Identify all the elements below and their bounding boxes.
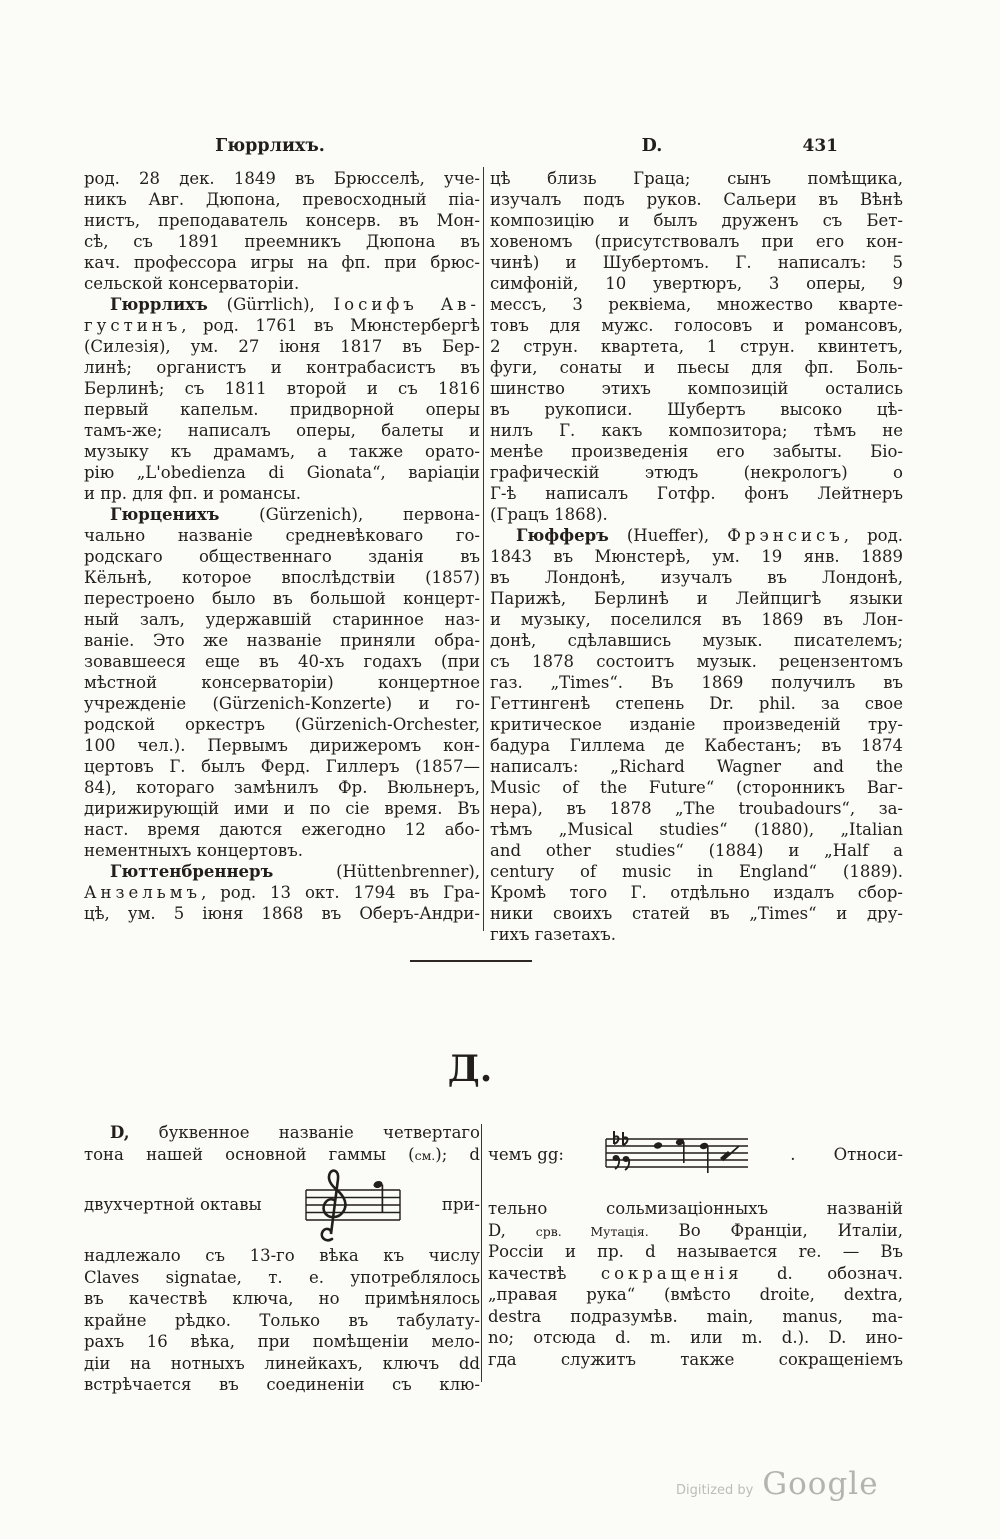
text-line: и музыку, поселился въ 1869 въ Лон- — [490, 610, 903, 629]
text-line: фуги, сонаты и пьесы для фп. Боль- — [490, 358, 903, 377]
text-line: изучалъ подъ руков. Сальери въ Вѣнѣ — [490, 190, 903, 209]
text-line: тамъ-же; написалъ оперы, балеты и — [84, 421, 480, 440]
text-line: надлежало съ 13-го вѣка къ числу — [84, 1246, 480, 1265]
text-line: 2 струн. квартета, 1 струн. квинтетъ, — [490, 337, 903, 356]
text-line: Music of the Future“ (сторонникъ Ваг- — [490, 778, 903, 797]
bottom-left-column — [84, 1122, 480, 1396]
text-line: качествѣ сокращенія d. обознач. — [488, 1263, 903, 1283]
text-line: донѣ, сдѣлавшись музык. писателемъ; — [490, 631, 903, 650]
text-line: Анзельмъ, род. 13 окт. 1794 въ Гра- — [84, 883, 480, 902]
text-line: написалъ: „Richard Wagner and the — [490, 757, 903, 776]
text-line: нера), въ 1878 „The troubadours“, за- — [490, 799, 903, 818]
text-line: товъ для мужс. голосовъ и романсовъ, — [490, 316, 903, 335]
text-line: рію „L'obedienza di Gionata“, варіаціи — [84, 463, 480, 482]
text-line: ники своихъ статей въ „Times“ и дру- — [490, 904, 903, 923]
paragraph — [84, 294, 480, 504]
text-line: бадура Гиллема де Кабестанъ; въ 1874 — [490, 736, 903, 755]
text-line: крайне рѣдко. Только въ табулату- — [84, 1310, 480, 1330]
text-line: ховеномъ (присутствовалъ при его кон- — [490, 232, 903, 251]
text-line: 1843 въ Мюнстерѣ, ум. 19 янв. 1889 — [490, 547, 903, 566]
text-line: Парижѣ, Берлинѣ и Лейпцигѣ языки — [490, 589, 903, 608]
text-line: въ рукописи. Шубертъ высоко цѣ- — [490, 400, 903, 419]
text-line: Геттингенѣ степень Dr. phil. за свое — [490, 694, 903, 713]
text-line: Гюррлихъ (Gürrlich), Іосифъ Ав- — [110, 295, 480, 314]
gg-clef-staff-icon — [602, 1129, 752, 1181]
text-line: густинъ, род. 1761 въ Мюнстербергѣ — [84, 316, 480, 335]
text-line: гда служитъ также сокращеніемъ — [488, 1349, 903, 1369]
text-line: century of music in England“ (1889). — [490, 862, 903, 881]
inline-music-example-row — [488, 1128, 903, 1182]
text-line: критическое изданіе произведеній тру- — [490, 715, 903, 734]
inline-music-example-row — [84, 1166, 480, 1244]
running-head-left: Гюррлихъ. — [215, 136, 325, 156]
text-line: сельской консерваторіи. — [84, 274, 300, 293]
paragraph — [84, 504, 480, 861]
music-row-pre-text: двухчертной октавы — [84, 1195, 262, 1215]
bottom-right-column — [488, 1128, 903, 1370]
text-line: род. 28 дек. 1849 въ Брюсселѣ, уче- — [84, 169, 480, 188]
text-line: no; отсюда d. m. или m. d.). D. ино- — [488, 1328, 903, 1347]
gg-clef-letters — [613, 1155, 630, 1170]
paragraph — [84, 1122, 480, 1165]
text-line: симфоній, 10 увертюръ, 3 оперы, 9 — [490, 274, 903, 293]
text-line: въ качествѣ ключа, но примѣнялось — [84, 1289, 480, 1308]
top-left-column — [84, 168, 480, 924]
text-line: музыку къ драмамъ, а также орато- — [84, 442, 480, 461]
column-rule-top — [483, 167, 484, 931]
text-line: сѣ, съ 1891 преемникъ Дюпона въ — [84, 232, 480, 251]
text-line: перестроено было въ большой концерт- — [84, 589, 480, 608]
paragraph — [490, 525, 903, 945]
text-line: Claves signatae, т. е. употреблялось — [84, 1267, 480, 1287]
top-right-column — [490, 168, 903, 945]
text-line: мѣстной консерваторіи) концертное — [84, 673, 480, 692]
google-logo: Google — [762, 1466, 879, 1502]
text-line: тона нашей основной гаммы (см.); d — [84, 1144, 480, 1164]
text-line: учрежденіе (Gürzenich-Konzerte) и го- — [84, 694, 480, 713]
text-line: родской оркестръ (Gürzenich-Orchester, — [84, 715, 480, 734]
text-line: (Силезія), ум. 27 іюня 1817 въ Бер- — [84, 337, 480, 356]
text-line: тельно сольмизаціонныхъ названій — [488, 1199, 903, 1218]
text-line: Кёльнѣ, которое впослѣдствіи (1857) — [84, 568, 480, 587]
text-line: и пр. для фп. и романсы. — [84, 484, 302, 503]
text-line: Гюфферъ (Hueffer), Фрэнсисъ, род. — [516, 526, 904, 545]
dd-clef-letters — [614, 1131, 628, 1145]
text-line: нементныхъ концертовъ. — [84, 841, 303, 860]
text-line: and other studies“ (1884) и „Half a — [490, 841, 903, 860]
running-head-letter: D. — [641, 136, 663, 156]
text-line: линѣ; органистъ и контрабасистъ въ — [84, 358, 480, 377]
text-line: Гюрценихъ (Gürzenich), первона- — [110, 505, 480, 524]
paragraph — [84, 168, 480, 294]
text-line: чинѣ) и Шубертомъ. Г. написалъ: 5 — [490, 253, 903, 272]
column-rule-bottom — [481, 1124, 482, 1382]
text-line: ваніе. Это же названіе приняли обра- — [84, 631, 480, 650]
page-number: 431 — [802, 136, 838, 156]
text-line: рахъ 16 вѣка, при помѣщеніи мело- — [84, 1332, 480, 1351]
text-line: первый капельм. придворной оперы — [84, 400, 480, 419]
text-line: діи на нотныхъ линейкахъ, ключъ dd — [84, 1353, 480, 1373]
text-line: D, срв. Мутація. Во Франціи, Италіи, — [488, 1220, 904, 1240]
text-line: Кромѣ того Г. отдѣльно издалъ сбор- — [490, 883, 903, 902]
text-line: гихъ газетахъ. — [490, 925, 616, 944]
text-line: 84), котораго замѣнилъ Фр. Вюльнеръ, — [84, 778, 480, 797]
text-line: встрѣчается въ соединеніи съ клю- — [84, 1375, 480, 1394]
music-row-pre-text: чемъ gg: — [488, 1145, 564, 1165]
section-divider — [410, 960, 532, 962]
paragraph — [84, 1245, 480, 1396]
text-line: цертовъ Г. былъ Ферд. Гиллеръ (1857— — [84, 757, 480, 776]
text-line: зовавшееся еще въ 40-хъ годахъ (при — [84, 652, 480, 671]
text-line: „правая рука“ (вмѣсто droite, dextra, — [488, 1285, 903, 1304]
text-line: мессъ, 3 реквіема, множество кварте- — [490, 295, 903, 314]
text-line: кач. профессора игры на фп. при брюс- — [84, 253, 480, 272]
text-line: нилъ Г. какъ композитора; тѣмъ не — [490, 421, 903, 440]
text-line: destra подразумѣв. main, manus, ma- — [488, 1306, 903, 1326]
watermark — [676, 1466, 879, 1502]
music-row-dot: . — [790, 1145, 796, 1165]
text-line: шинство этихъ композицій остались — [490, 379, 903, 398]
paragraph — [488, 1198, 903, 1370]
text-line: нистъ, преподаватель консерв. въ Мон- — [84, 211, 480, 230]
text-line: Г-ѣ написалъ Готфр. фонъ Лейтнеръ — [490, 484, 903, 503]
text-line: композицію и былъ друженъ съ Бет- — [490, 211, 903, 230]
text-line: съ 1878 состоитъ музык. рецензентомъ — [490, 652, 903, 671]
text-line: наст. время даются ежегодно 12 або- — [84, 820, 480, 839]
music-row-post-text: Относи- — [833, 1145, 903, 1165]
text-line: цѣ, ум. 5 іюня 1868 въ Оберъ-Андри- — [84, 904, 480, 923]
text-line: никъ Авг. Дюпона, превосходный піа- — [84, 190, 480, 209]
text-line: Гюттенбреннеръ (Hüttenbrenner), — [110, 862, 480, 881]
text-line: 100 чел.). Первымъ дирижеромъ кон- — [84, 736, 480, 755]
text-line: D, буквенное названіе четвертаго — [110, 1123, 480, 1142]
text-line: газ. „Times“. Въ 1869 получилъ въ — [490, 673, 903, 692]
text-line: въ Лондонѣ, изучалъ въ Лондонѣ, — [490, 568, 903, 587]
watermark-prefix: Digitized by — [676, 1483, 754, 1498]
text-line: менѣе произведенія его забыты. Біо- — [490, 442, 903, 461]
paragraph — [490, 168, 903, 525]
section-heading-letter-d: Д. — [447, 1048, 493, 1090]
text-line: Берлинѣ; съ 1811 второй и съ 1816 — [84, 379, 480, 398]
text-line: чально названіе средневѣковаго го- — [84, 526, 480, 545]
text-line: тѣмъ „Musical studies“ (1880), „Italian — [490, 820, 903, 839]
text-line: ный залъ, удержавшій старинное наз- — [84, 610, 480, 629]
text-line: Россіи и пр. d называется re. — Въ — [488, 1242, 903, 1261]
paragraph — [84, 861, 480, 924]
music-row-post-text: при- — [441, 1195, 480, 1215]
text-line: дирижирующій ими и по сіе время. Въ — [84, 799, 480, 818]
text-line: родскаго общественнаго зданія въ — [84, 547, 480, 566]
text-line: (Грацъ 1868). — [490, 505, 608, 524]
text-line: графическій этюдъ (некрологъ) о — [490, 463, 903, 482]
text-line: цѣ близь Граца; сынъ помѣщика, — [490, 169, 903, 188]
treble-staff-d3-note-icon — [300, 1166, 404, 1244]
